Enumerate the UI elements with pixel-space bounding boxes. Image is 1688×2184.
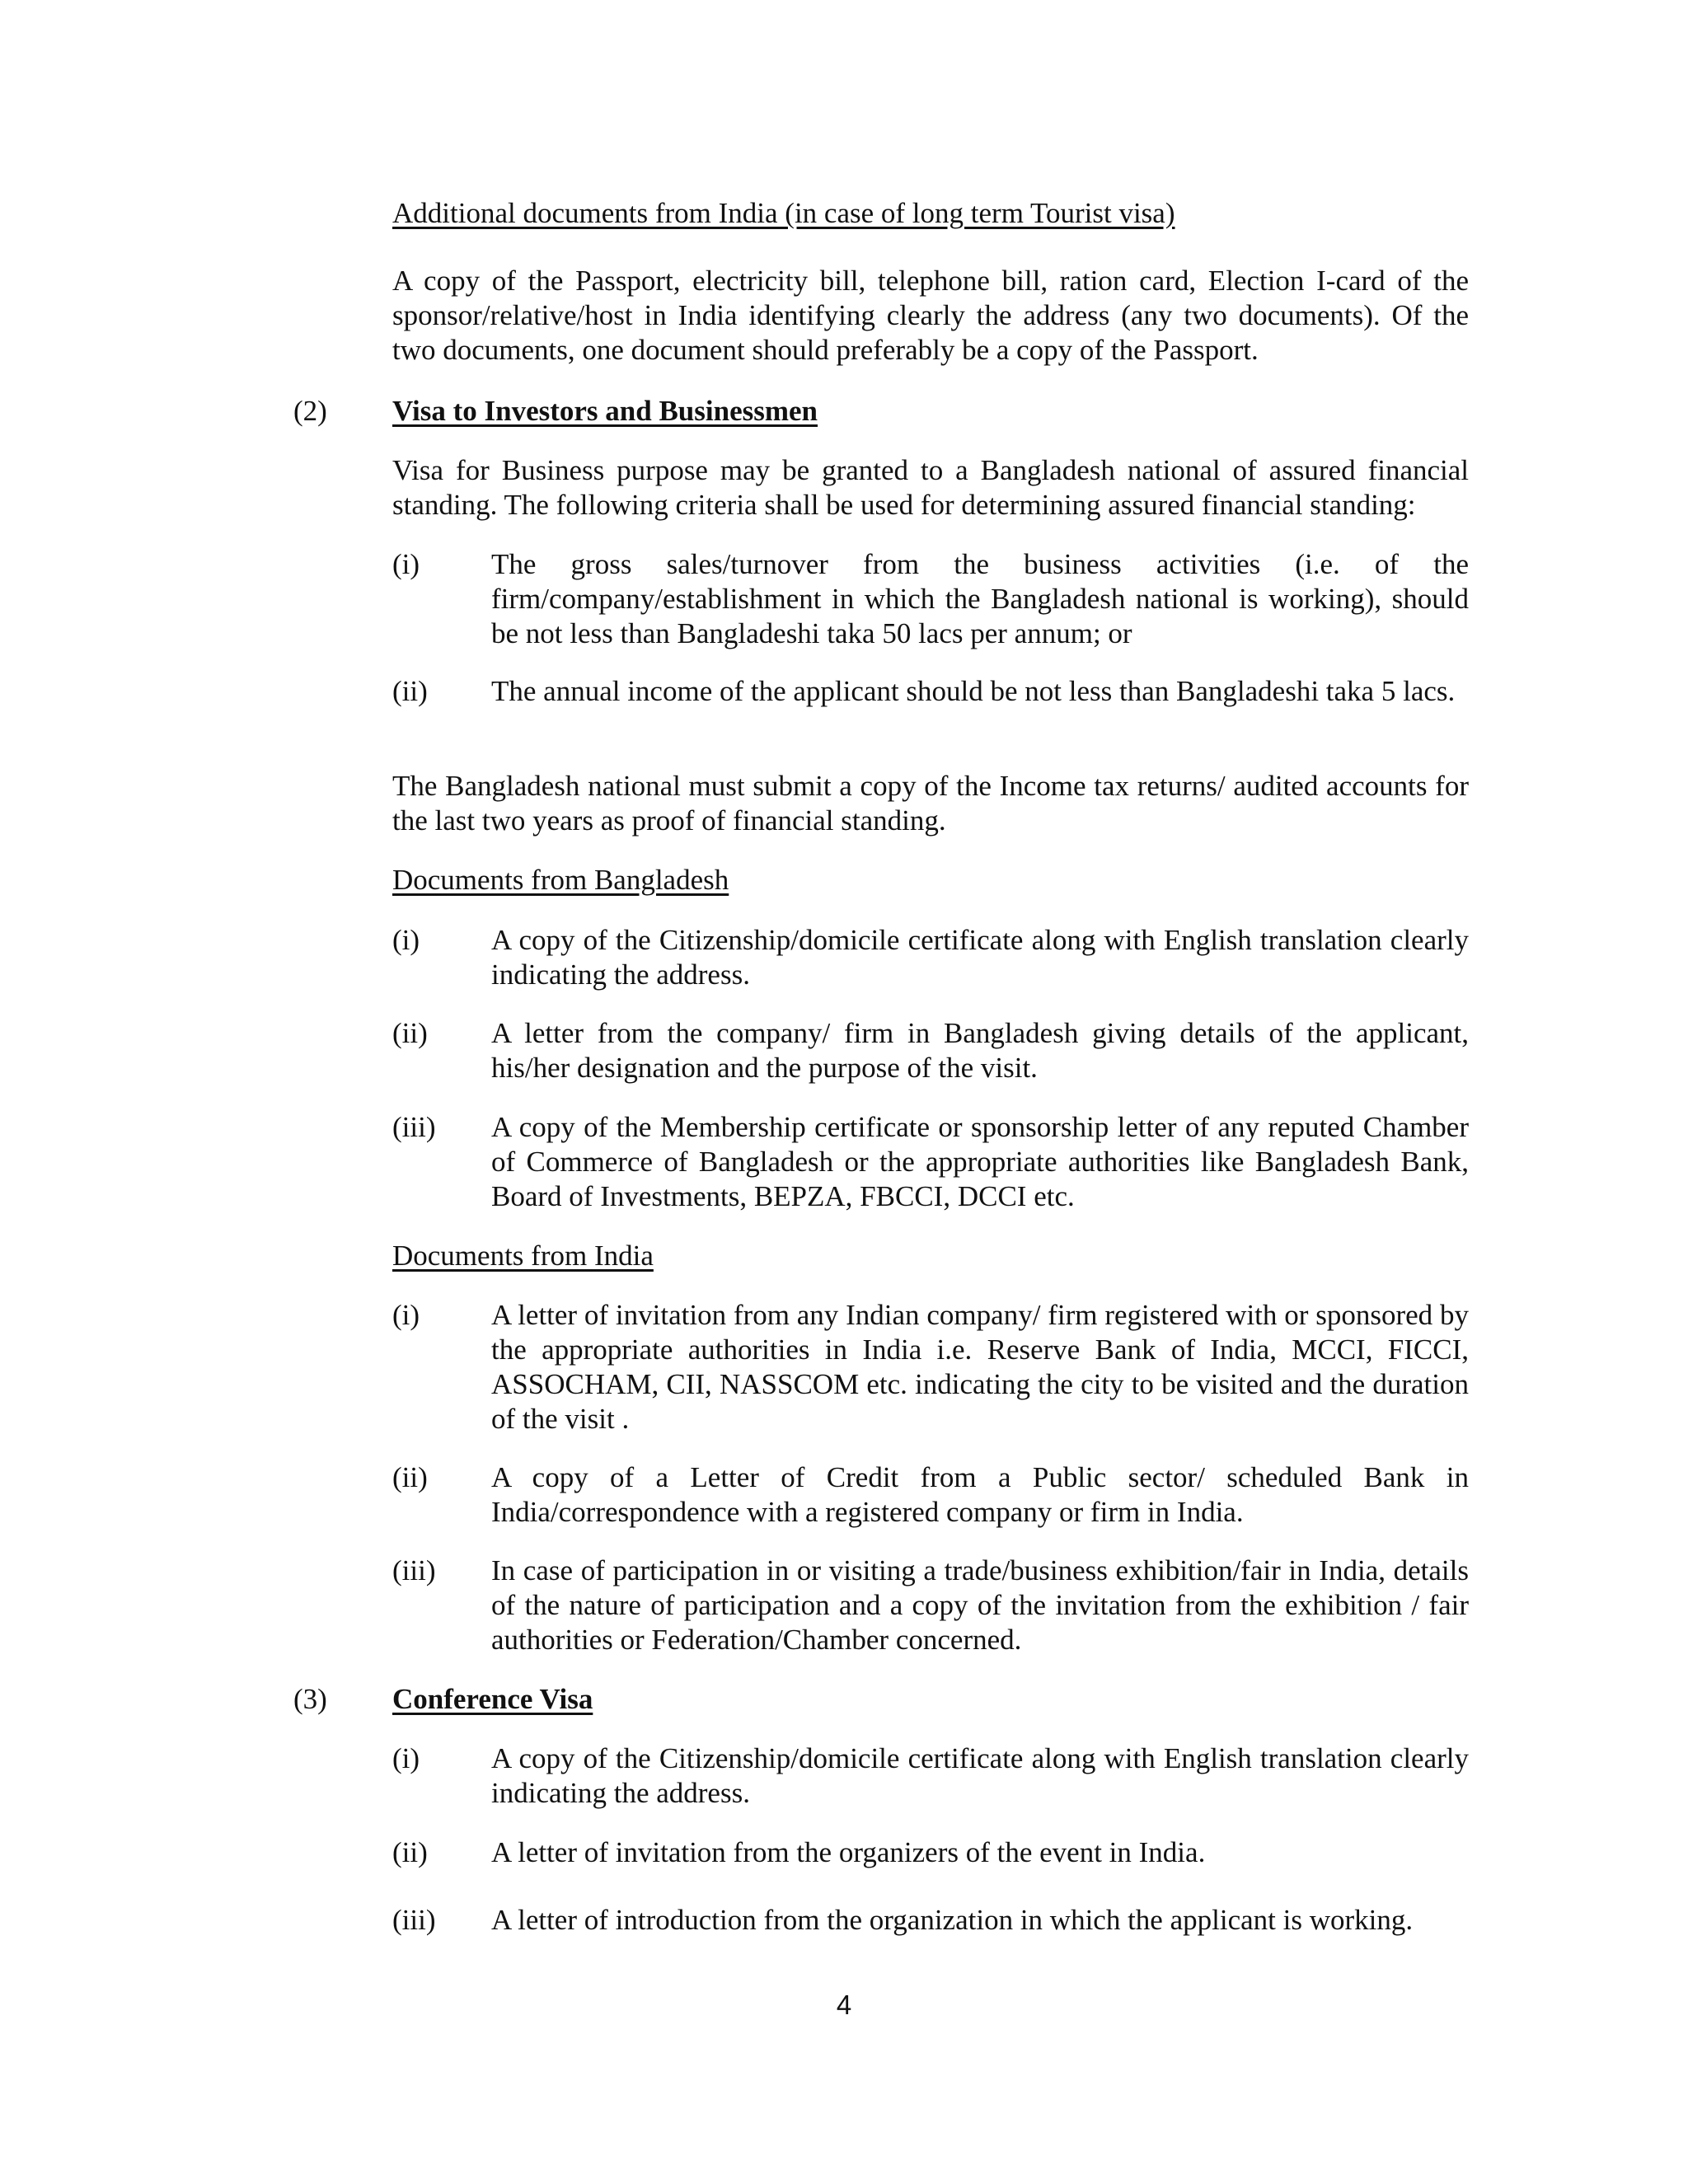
in-doc-2-text: A copy of a Letter of Credit from a Public sector/ scheduled Bank in India/correspondence with a registered company or firm in India. [491,1461,1469,1528]
bd-doc-1-number: (i) [392,924,420,956]
conf-item-2-number: (ii) [392,1836,428,1868]
conf-item-1-text: A copy of the Citizenship/domicile certificate along with English translation clearly indicating the address. [491,1742,1469,1809]
section-2-number: (2) [293,395,327,427]
additional-documents-heading: Additional documents from India (in case of long term Tourist visa) [392,197,1175,229]
criteria-2-number: (ii) [392,675,428,707]
section-3-number: (3) [293,1683,327,1715]
conf-item-3-number: (iii) [392,1904,436,1936]
bd-doc-3-number: (iii) [392,1111,436,1143]
documents-from-india-heading: Documents from India [392,1240,654,1272]
additional-documents-paragraph: A copy of the Passport, electricity bill, telephone bill, ration card, Election I-card of the sponsor/relative/host in India identifying clearly the address (any two documents). Of the two documents, one document should preferably be a copy of the Passport. [392,265,1469,366]
in-doc-1-number: (i) [392,1299,420,1331]
conf-item-2-text: A letter of invitation from the organizers of the event in India. [491,1836,1206,1868]
conf-item-3-text: A letter of introduction from the organization in which the applicant is working. [491,1904,1414,1936]
in-doc-1-text: A letter of invitation from any Indian company/ firm registered with or sponsored by the appropriate authorities in India i.e. Reserve Bank of India, MCCI, FICCI, ASSOCHAM, CII, NASSCOM etc. indicating the city to be visited and the duration of the visit . [491,1299,1469,1435]
section-3-title: Conference Visa [392,1683,593,1715]
bd-doc-2-text: A letter from the company/ firm in Bangladesh giving details of the applicant, his/her designation and the purpose of the visit. [491,1017,1469,1084]
in-doc-2-number: (ii) [392,1461,428,1493]
criteria-2-text: The annual income of the applicant should be not less than Bangladeshi taka 5 lacs. [491,675,1456,707]
documents-from-bangladesh-heading: Documents from Bangladesh [392,864,729,896]
conf-item-1-number: (i) [392,1742,420,1774]
financial-proof-paragraph: The Bangladesh national must submit a copy of the Income tax returns/ audited accounts for the last two years as proof of financial standing. [392,770,1469,837]
bd-doc-3-text: A copy of the Membership certificate or sponsorship letter of any reputed Chamber of Commerce of Bangladesh or the appropriate authorities like Bangladesh Bank, Board of Investments, BEPZA, FBCCI, DCCI etc. [491,1111,1469,1212]
page-number: 4 [836,1990,852,2020]
in-doc-3-text: In case of participation in or visiting a trade/business exhibition/fair in India, details of the nature of participation and a copy of the invitation from the exhibition / fair authorities or Federation/Chamber concerned. [491,1554,1469,1656]
criteria-1-text: The gross sales/turnover from the business activities (i.e. of the firm/company/establishment in which the Bangladesh national is working), should be not less than Bangladeshi taka 50 lacs per annum; or [491,548,1469,649]
criteria-1-number: (i) [392,548,420,580]
section-2-intro: Visa for Business purpose may be granted to a Bangladesh national of assured financial standing. The following criteria shall be used for determining assured financial standing: [392,454,1469,521]
in-doc-3-number: (iii) [392,1554,436,1586]
bd-doc-1-text: A copy of the Citizenship/domicile certificate along with English translation clearly indicating the address. [491,924,1469,991]
section-2-title: Visa to Investors and Businessmen [392,395,818,427]
bd-doc-2-number: (ii) [392,1017,428,1049]
